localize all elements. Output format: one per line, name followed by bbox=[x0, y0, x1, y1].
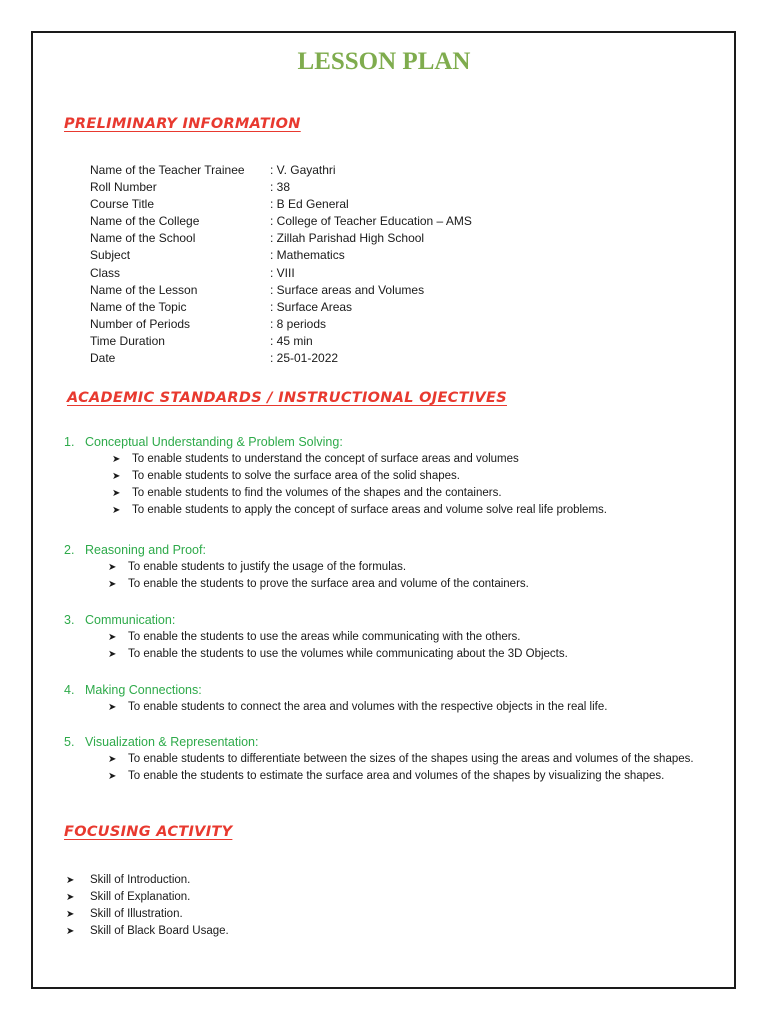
objective-number: 1. bbox=[64, 435, 75, 449]
objective-group-heading bbox=[64, 611, 744, 629]
arrowhead-bullet-icon: ➤ bbox=[108, 562, 117, 573]
info-label: Name of the Topic bbox=[90, 299, 187, 314]
list-item bbox=[108, 699, 744, 716]
list-item-text: Skill of Introduction. bbox=[90, 874, 191, 886]
info-label: Subject bbox=[90, 248, 131, 263]
info-value: : College of Teacher Education – AMS bbox=[270, 214, 472, 229]
info-value: : B Ed General bbox=[270, 197, 349, 212]
arrowhead-bullet-icon: ➤ bbox=[112, 505, 121, 516]
info-value: : Surface areas and Volumes bbox=[270, 282, 425, 297]
arrowhead-bullet-icon: ➤ bbox=[112, 454, 121, 465]
list-item-text: To enable the students to use the volumes while communicating about the 3D Objects. bbox=[128, 648, 568, 660]
list-item bbox=[66, 889, 229, 906]
arrowhead-bullet-icon: ➤ bbox=[112, 471, 121, 482]
info-label: Name of the Teacher Trainee bbox=[90, 163, 245, 177]
info-label: Name of the School bbox=[90, 231, 196, 246]
info-label: Class bbox=[90, 265, 121, 280]
info-row bbox=[90, 179, 472, 196]
list-item bbox=[112, 468, 744, 485]
list-item bbox=[108, 559, 744, 576]
list-item-text: To enable students to connect the area and volumes with the respective objects in the real life. bbox=[128, 701, 608, 713]
arrowhead-bullet-icon: ➤ bbox=[112, 488, 121, 499]
list-item bbox=[108, 629, 744, 646]
info-label: Name of the College bbox=[90, 214, 200, 229]
objective-number: 2. bbox=[64, 543, 75, 557]
objective-title: Making Connections: bbox=[85, 683, 202, 697]
arrowhead-bullet-icon: ➤ bbox=[66, 892, 75, 903]
info-row bbox=[90, 230, 472, 247]
info-value: : Zillah Parishad High School bbox=[270, 231, 425, 246]
info-row bbox=[90, 316, 472, 333]
objective-group bbox=[64, 433, 744, 519]
info-label: Number of Periods bbox=[90, 316, 191, 331]
info-label: Roll Number bbox=[90, 180, 157, 195]
info-row bbox=[90, 350, 472, 367]
objective-group bbox=[64, 541, 744, 593]
list-item bbox=[66, 872, 229, 889]
info-label: Time Duration bbox=[90, 333, 165, 348]
list-item-text: To enable students to justify the usage of the formulas. bbox=[128, 561, 407, 573]
objective-number: 5. bbox=[64, 735, 75, 749]
arrowhead-bullet-icon: ➤ bbox=[108, 754, 117, 765]
list-item bbox=[108, 646, 744, 663]
list-item bbox=[108, 768, 718, 785]
list-item-text: To enable students to understand the concept of surface areas and volumes bbox=[132, 453, 519, 465]
info-row bbox=[90, 247, 472, 264]
objective-title: Visualization & Representation: bbox=[85, 735, 259, 749]
list-item-text: To enable the students to use the areas while communicating with the others. bbox=[128, 631, 521, 643]
list-item bbox=[66, 923, 229, 940]
list-item bbox=[66, 906, 229, 923]
info-row bbox=[90, 265, 472, 282]
objective-title: Reasoning and Proof: bbox=[85, 543, 206, 557]
objective-group bbox=[64, 733, 744, 785]
page-title: LESSON PLAN bbox=[297, 48, 471, 75]
info-value: : 8 periods bbox=[270, 316, 327, 331]
arrowhead-bullet-icon: ➤ bbox=[108, 649, 117, 660]
arrowhead-bullet-icon: ➤ bbox=[66, 909, 75, 920]
arrowhead-bullet-icon: ➤ bbox=[108, 632, 117, 643]
objective-group bbox=[64, 681, 744, 716]
academic-standards-heading: ACADEMIC STANDARDS / INSTRUCTIONAL OJECTIVES bbox=[67, 390, 507, 406]
objective-group-heading bbox=[64, 541, 744, 559]
list-item bbox=[112, 502, 744, 519]
info-row bbox=[90, 196, 472, 213]
info-row bbox=[90, 213, 472, 230]
list-item bbox=[108, 576, 744, 593]
arrowhead-bullet-icon: ➤ bbox=[108, 579, 117, 590]
list-item bbox=[108, 751, 718, 768]
info-value: : V. Gayathri bbox=[270, 163, 336, 177]
objective-group-heading bbox=[64, 681, 744, 699]
list-item bbox=[112, 451, 744, 468]
info-value: : 45 min bbox=[270, 333, 313, 348]
objective-title: Communication: bbox=[85, 613, 176, 627]
focusing-activity-heading: FOCUSING ACTIVITY bbox=[64, 824, 233, 840]
list-item-text: To enable students to differentiate between the sizes of the shapes using the areas and volumes of the shapes. bbox=[128, 753, 694, 765]
focusing-activity-list bbox=[66, 872, 229, 940]
info-row bbox=[90, 282, 472, 299]
info-row bbox=[90, 299, 472, 316]
info-row bbox=[90, 333, 472, 350]
objective-number: 3. bbox=[64, 613, 75, 627]
info-value: : Mathematics bbox=[270, 248, 345, 263]
arrowhead-bullet-icon: ➤ bbox=[66, 875, 75, 886]
info-value: : 38 bbox=[270, 180, 291, 195]
list-item-text: Skill of Illustration. bbox=[90, 908, 183, 920]
objective-group-heading bbox=[64, 433, 744, 451]
info-label: Course Title bbox=[90, 197, 155, 212]
list-item-text: Skill of Black Board Usage. bbox=[90, 925, 229, 937]
arrowhead-bullet-icon: ➤ bbox=[108, 771, 117, 782]
list-item-text: To enable the students to prove the surface area and volume of the containers. bbox=[128, 578, 529, 590]
objective-title: Conceptual Understanding & Problem Solving: bbox=[85, 435, 343, 449]
preliminary-info-table bbox=[90, 162, 472, 367]
preliminary-heading: PRELIMINARY INFORMATION bbox=[64, 116, 301, 132]
list-item-text: To enable students to solve the surface area of the solid shapes. bbox=[132, 470, 460, 482]
arrowhead-bullet-icon: ➤ bbox=[108, 702, 117, 713]
objective-number: 4. bbox=[64, 683, 75, 697]
info-value: : 25-01-2022 bbox=[270, 351, 339, 366]
list-item-text: To enable the students to estimate the surface area and volumes of the shapes by visualizing the shapes. bbox=[128, 770, 665, 782]
arrowhead-bullet-icon: ➤ bbox=[66, 926, 75, 937]
info-label: Date bbox=[90, 351, 116, 366]
objective-group-heading bbox=[64, 733, 744, 751]
info-value: : VIII bbox=[270, 265, 295, 280]
info-value: : Surface Areas bbox=[270, 299, 353, 314]
list-item-text: To enable students to find the volumes of the shapes and the containers. bbox=[132, 487, 502, 499]
list-item-text: Skill of Explanation. bbox=[90, 891, 191, 903]
objective-group bbox=[64, 611, 744, 663]
list-item bbox=[112, 485, 744, 502]
list-item-text: To enable students to apply the concept of surface areas and volume solve real life problems. bbox=[132, 504, 607, 516]
info-label: Name of the Lesson bbox=[90, 282, 198, 297]
info-row bbox=[90, 162, 472, 179]
